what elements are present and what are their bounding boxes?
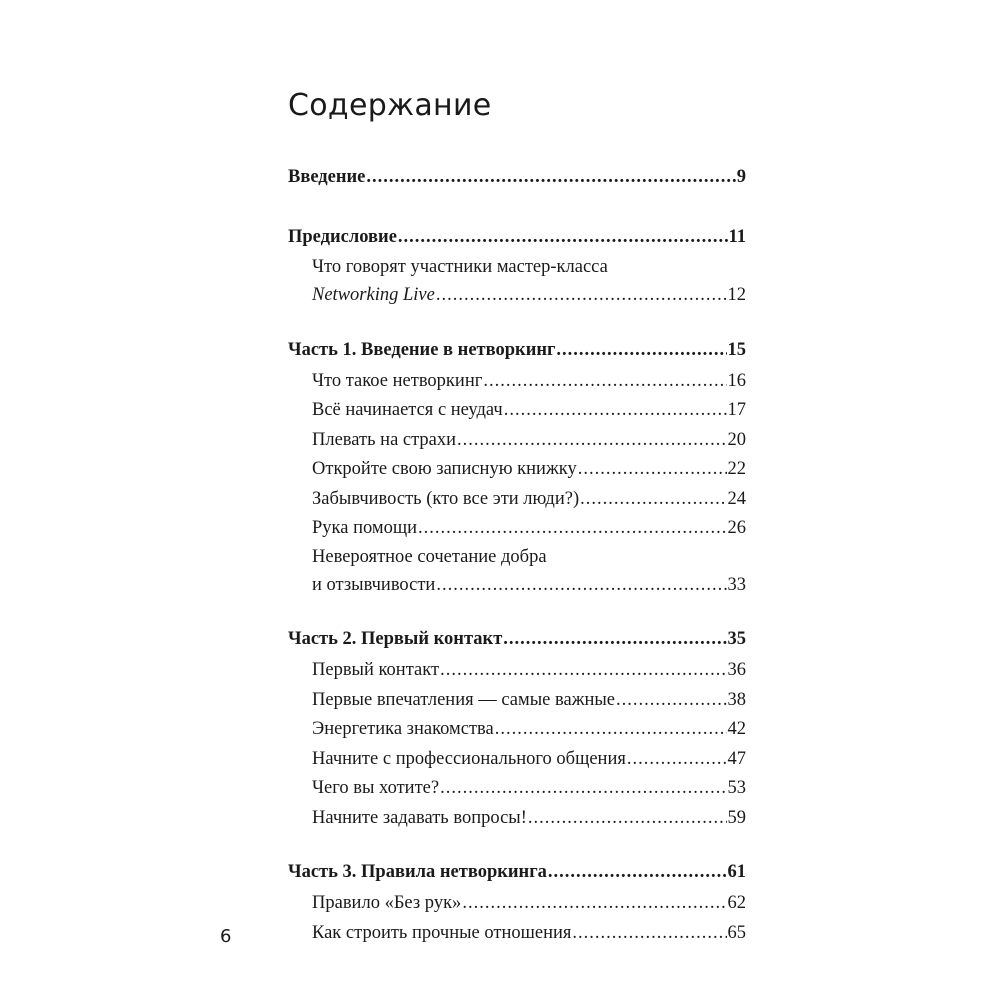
page-ref: 61: [727, 862, 746, 882]
page-ref: 35: [727, 629, 746, 649]
page-ref: 15: [727, 339, 746, 360]
toc-section-heading[interactable]: [288, 333, 746, 367]
entry-title: Первый контакт: [312, 660, 440, 680]
toc-section: [288, 220, 746, 311]
section-title: Часть 2. Первый контакт: [288, 629, 503, 649]
page-ref: 36: [727, 660, 746, 680]
toc-entry[interactable]: [288, 514, 746, 544]
toc-entry[interactable]: [288, 889, 746, 919]
section-title: Введение: [288, 167, 366, 187]
dot-leader: [548, 855, 727, 889]
table-of-contents: [288, 160, 746, 970]
dot-leader: [616, 686, 726, 716]
page-ref: 17: [727, 400, 746, 420]
toc-section-heading[interactable]: [288, 855, 746, 889]
page-ref: 47: [727, 748, 746, 769]
entry-title-line1: Невероятное сочетание добра: [312, 546, 547, 567]
toc-section-heading[interactable]: [288, 160, 746, 194]
page-ref: 24: [727, 488, 746, 509]
entry-title: Первые впечатления — самые важные: [312, 689, 616, 710]
dot-leader: [504, 396, 727, 426]
entry-title: Энергетика знакомства: [312, 719, 494, 739]
page-ref: 9: [736, 167, 746, 187]
page-ref: 22: [727, 459, 746, 479]
dot-leader: [580, 485, 726, 515]
toc-entry[interactable]: [288, 919, 746, 949]
toc-section: [288, 160, 746, 194]
section-title: Часть 1. Введение в нетворкинг: [288, 339, 556, 360]
page-ref: 65: [727, 922, 746, 943]
page-title: Содержание: [288, 88, 492, 123]
toc-entry[interactable]: [288, 426, 746, 456]
page-ref: 33: [727, 574, 746, 595]
page-ref: 11: [728, 227, 746, 247]
toc-entry[interactable]: [288, 686, 746, 716]
page-ref: 59: [727, 807, 746, 828]
page-ref: 53: [727, 778, 746, 798]
entry-title: Начните с профессионального общения: [312, 748, 626, 769]
dot-leader: [495, 715, 727, 745]
toc-entry[interactable]: [288, 455, 746, 485]
dot-leader: [503, 622, 726, 656]
page-ref: 12: [727, 285, 746, 305]
page-number: 6: [220, 926, 232, 947]
entry-title: Правило «Без рук»: [312, 893, 462, 913]
dot-leader: [572, 919, 726, 949]
entry-title: Всё начинается с неудач: [312, 400, 503, 420]
entry-title: Что такое нетворкинг: [312, 370, 483, 391]
toc-entry[interactable]: [288, 774, 746, 804]
dot-leader: [418, 514, 727, 544]
toc-section-heading[interactable]: [288, 622, 746, 656]
entry-title: Чего вы хотите?: [312, 778, 440, 798]
toc-entry[interactable]: [288, 715, 746, 745]
toc-section-heading[interactable]: [288, 220, 746, 254]
section-title: Часть 3. Правила нетворкинга: [288, 862, 547, 882]
dot-leader: [457, 426, 726, 456]
dot-leader: [462, 889, 726, 919]
entry-title-line2: и отзывчивости: [312, 574, 436, 595]
page-ref: 26: [727, 518, 746, 538]
toc-entry[interactable]: [288, 544, 746, 601]
dot-leader: [398, 220, 728, 254]
page-ref: 62: [727, 893, 746, 913]
entry-title: Откройте свою записную книжку: [312, 459, 577, 479]
dot-leader: [436, 281, 727, 311]
toc-entry[interactable]: [288, 804, 746, 834]
toc-entry[interactable]: [288, 485, 746, 515]
toc-entry[interactable]: [288, 367, 746, 397]
dot-leader: [483, 367, 726, 397]
entry-title: Рука помощи: [312, 518, 417, 538]
dot-leader: [627, 745, 727, 775]
page-ref: 42: [727, 719, 746, 739]
dot-leader: [578, 455, 727, 485]
toc-entry[interactable]: [288, 656, 746, 686]
entry-title-line2: Networking Live: [312, 285, 435, 305]
toc-section: [288, 622, 746, 833]
page-ref: 16: [727, 370, 746, 391]
entry-title: Как строить прочные отношения: [312, 922, 572, 943]
page-ref: 20: [727, 429, 746, 450]
entry-title: Забывчивость (кто все эти люди?): [312, 488, 580, 509]
toc-entry[interactable]: [288, 396, 746, 426]
toc-section: [288, 855, 746, 948]
dot-leader: [440, 774, 726, 804]
dot-leader: [556, 333, 726, 367]
toc-entry[interactable]: [288, 254, 746, 311]
dot-leader: [436, 571, 726, 601]
section-title: Предисловие: [288, 227, 397, 247]
dot-leader: [366, 160, 735, 194]
dot-leader: [528, 804, 727, 834]
entry-title: Плевать на страхи: [312, 429, 457, 450]
page-ref: 38: [727, 689, 746, 710]
entry-title: Начните задавать вопросы!: [312, 807, 527, 828]
toc-entry[interactable]: [288, 745, 746, 775]
toc-section: [288, 333, 746, 601]
dot-leader: [440, 656, 726, 686]
entry-title-line1: Что говорят участники мастер-класса: [312, 257, 608, 277]
